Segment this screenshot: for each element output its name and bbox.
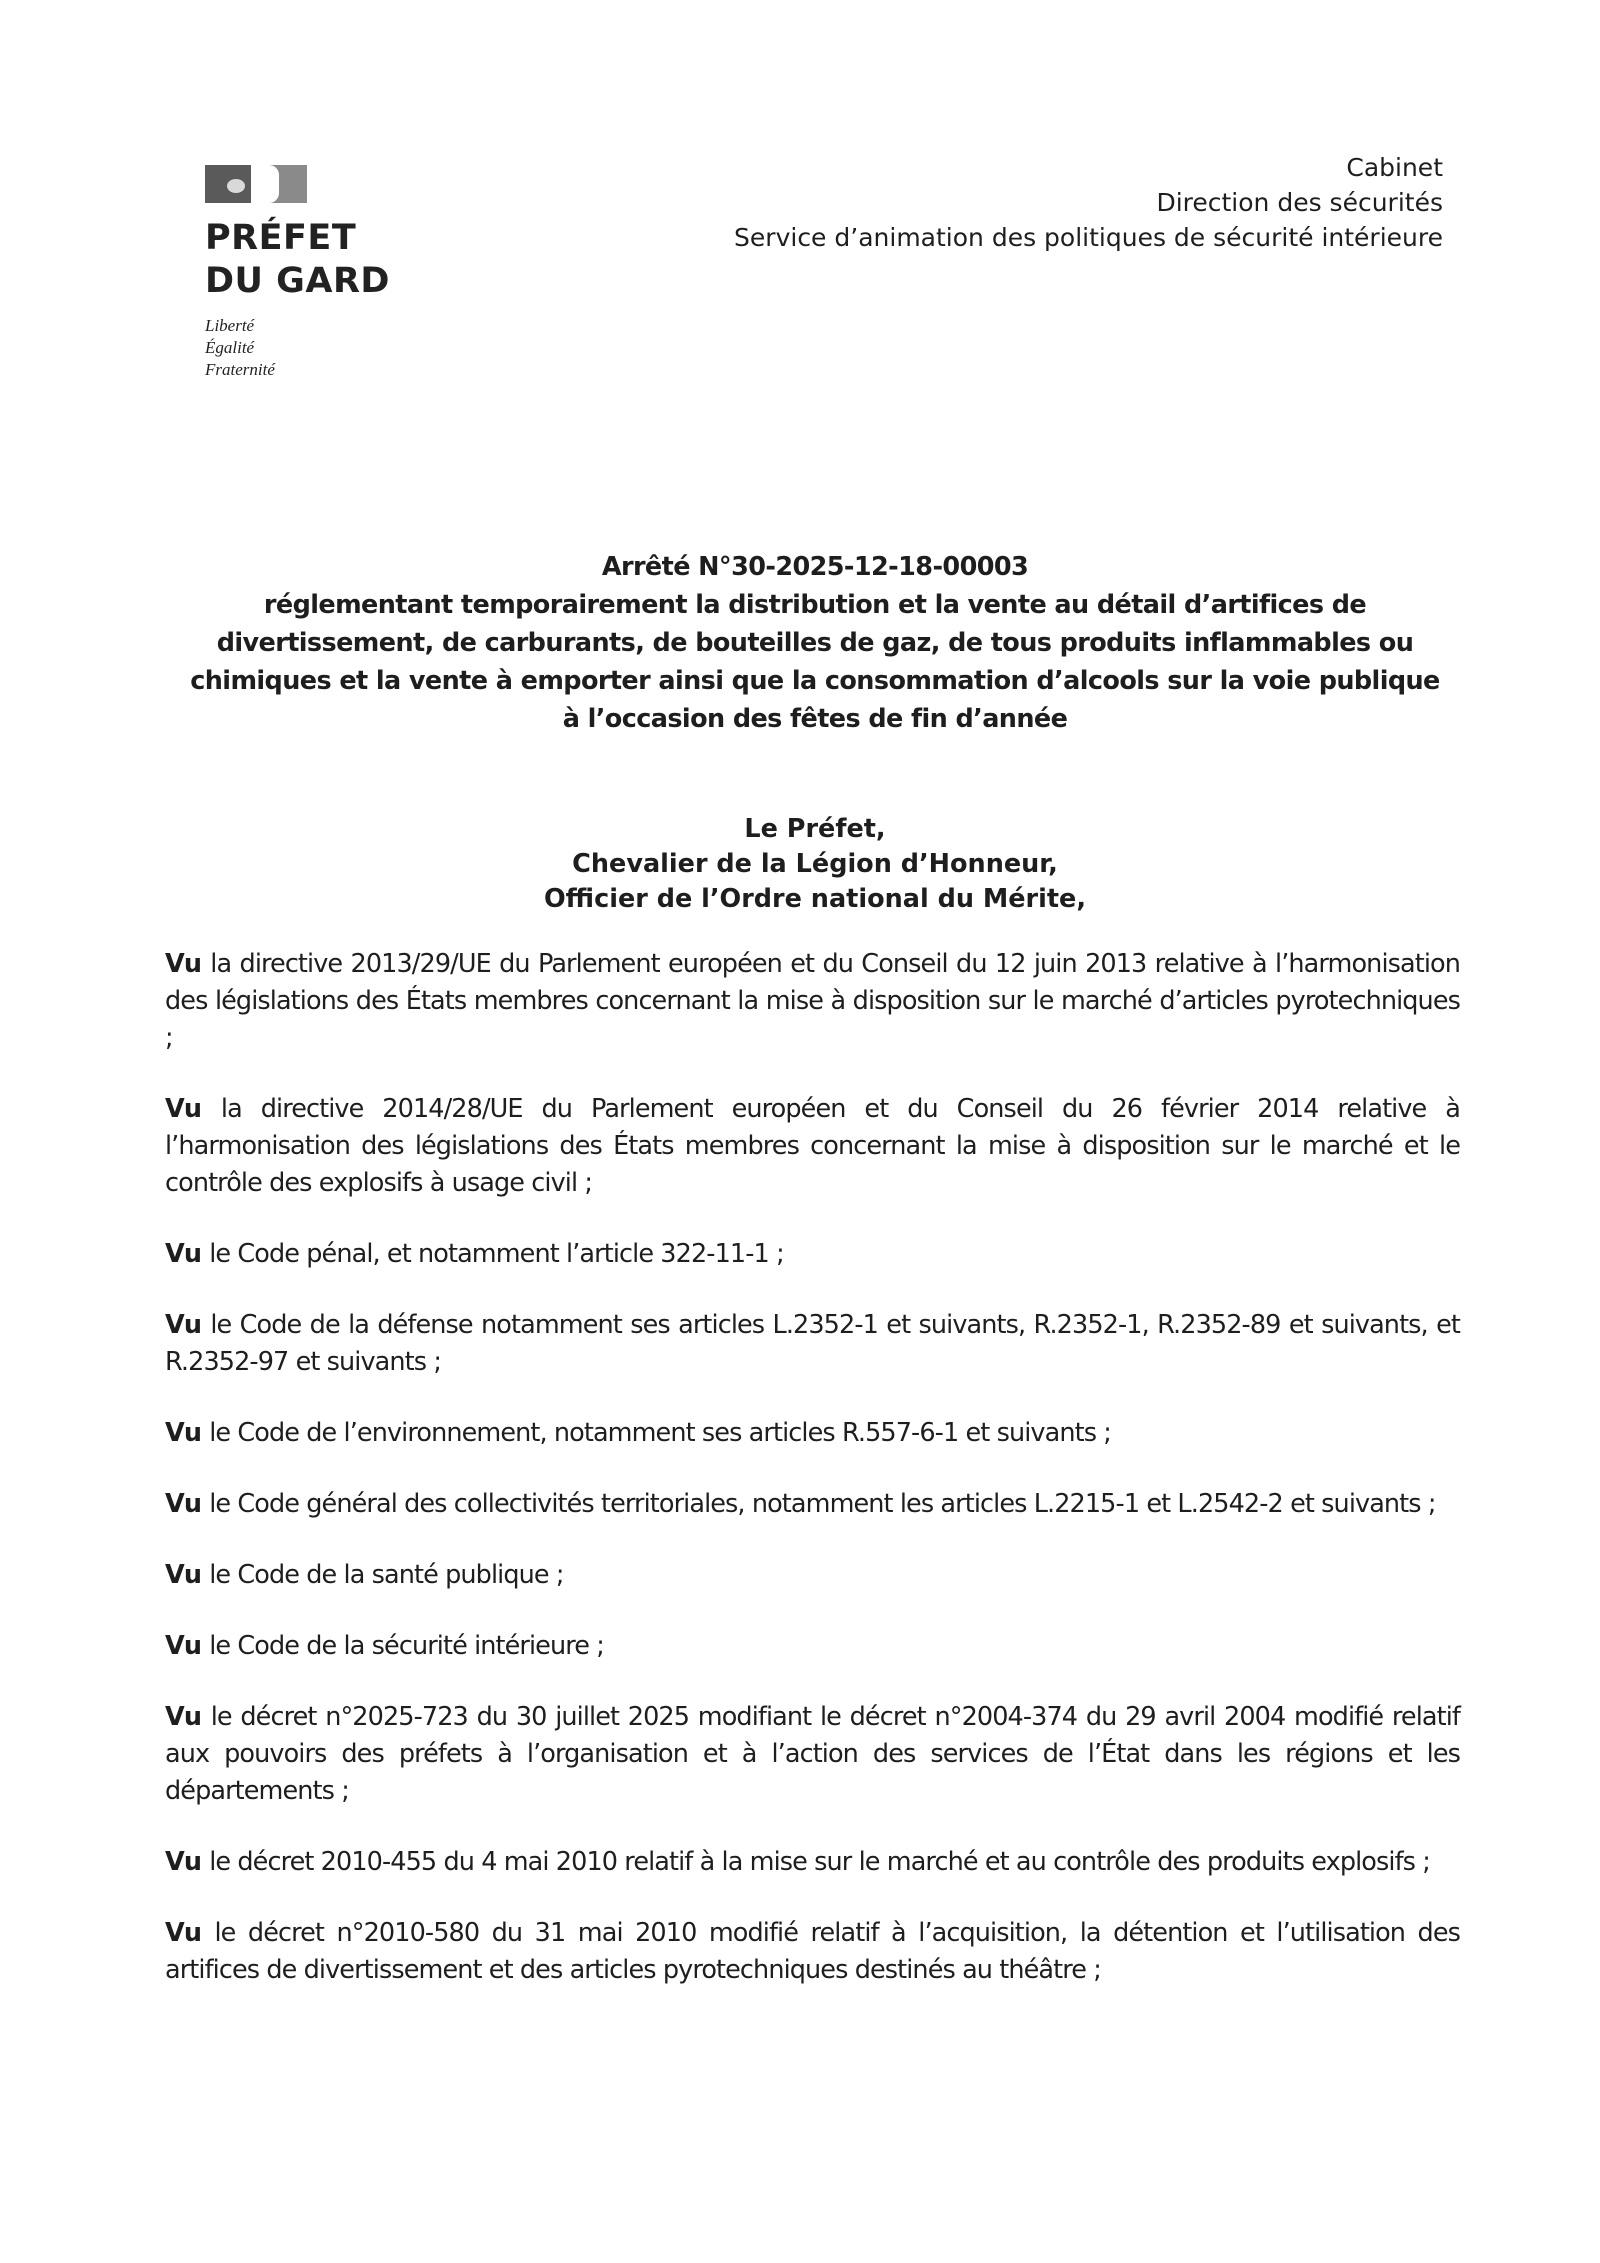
visa-text: le Code de l’environnement, notamment ses articles R.557-6-1 et suivants ;	[201, 1418, 1111, 1448]
service-line-cabinet: Cabinet	[1346, 153, 1443, 182]
visa-paragraph	[165, 1915, 1460, 1989]
republic-motto	[205, 315, 465, 381]
visa-paragraph	[165, 1486, 1460, 1523]
visa-paragraph	[165, 1091, 1460, 1202]
logo-title-line2: DU GARD	[205, 261, 390, 301]
service-line-service: Service d’animation des politiques de sécurité intérieure	[734, 223, 1443, 252]
visas-list	[165, 946, 1460, 2023]
visa-text: la directive 2013/29/UE du Parlement européen et du Conseil du 12 juin 2013 relative à l’harmonisation des législations des États membres concernant la mise à disposition sur le marché d’articles pyrotechniques ;	[165, 949, 1460, 1053]
visa-text: le décret n°2025-723 du 30 juillet 2025 modifiant le décret n°2004-374 du 29 avril 2004 modifié relatif aux pouvoirs des préfets à l’organisation et à l’action des services de l’État dans les régions et les départements ;	[165, 1702, 1460, 1806]
authority-honor-2: Officier de l’Ordre national du Mérite,	[543, 884, 1087, 914]
marianne-profile-block	[205, 165, 251, 203]
decree-subject-line: chimiques et la vente à emporter ainsi que la consommation d’alcools sur la voie publique	[190, 666, 1440, 696]
visa-text: le décret 2010-455 du 4 mai 2010 relatif à la mise sur le marché et au contrôle des produits explosifs ;	[201, 1847, 1430, 1877]
issuing-service	[734, 150, 1443, 255]
visa-text: le Code de la santé publique ;	[201, 1560, 564, 1590]
visa-paragraph	[165, 1236, 1460, 1273]
visa-keyword: Vu	[165, 1560, 202, 1590]
visa-text: le Code de la défense notamment ses articles L.2352-1 et suivants, R.2352-1, R.2352-89 et suivants, et R.2352-97 et suivants ;	[165, 1310, 1460, 1377]
visa-keyword: Vu	[165, 1239, 202, 1269]
visa-keyword: Vu	[165, 1094, 202, 1124]
decree-subject-line: à l’occasion des fêtes de fin d’année	[562, 704, 1068, 734]
service-line-direction: Direction des sécurités	[1156, 188, 1443, 217]
visa-paragraph	[165, 1307, 1460, 1381]
logo-title-line1: PRÉFET	[205, 218, 357, 258]
visa-keyword: Vu	[165, 1631, 202, 1661]
decree-subject-line: divertissement, de carburants, de bouteilles de gaz, de tous produits inflammables ou	[216, 628, 1414, 658]
visa-keyword: Vu	[165, 1702, 202, 1732]
marianne-logo-icon	[205, 165, 315, 205]
authority-honor-1: Chevalier de la Légion d’Honneur,	[572, 849, 1058, 879]
authority-title: Le Préfet,	[744, 814, 886, 844]
decree-title	[170, 548, 1460, 738]
decree-subject-line: réglementant temporairement la distribution et la vente au détail d’artifices de	[263, 590, 1367, 620]
prefecture-logo	[205, 165, 465, 381]
visa-keyword: Vu	[165, 1310, 202, 1340]
visa-paragraph	[165, 1628, 1460, 1665]
logo-title	[205, 217, 465, 303]
visa-keyword: Vu	[165, 1847, 202, 1877]
visa-text: le Code de la sécurité intérieure ;	[201, 1631, 604, 1661]
visa-text: le Code général des collectivités territoriales, notamment les articles L.2215-1 et L.2542-2 et suivants ;	[201, 1489, 1436, 1519]
decree-number: Arrêté N°30-2025-12-18-00003	[601, 552, 1029, 582]
visa-paragraph	[165, 1699, 1460, 1810]
visa-text: la directive 2014/28/UE du Parlement européen et du Conseil du 26 février 2014 relative à l’harmonisation des législations des États membres concernant la mise à disposition sur le marché et le contrôle des explosifs à usage civil ;	[165, 1094, 1460, 1198]
motto-liberte: Liberté	[205, 316, 255, 335]
visa-paragraph	[165, 1557, 1460, 1594]
visa-keyword: Vu	[165, 1918, 202, 1948]
visa-paragraph	[165, 1844, 1460, 1881]
visa-keyword: Vu	[165, 1489, 202, 1519]
visa-text: le Code pénal, et notamment l’article 322-11-1 ;	[201, 1239, 784, 1269]
visa-text: le décret n°2010-580 du 31 mai 2010 modifié relatif à l’acquisition, la détention et l’utilisation des artifices de divertissement et des articles pyrotechniques destinés au théâtre ;	[165, 1918, 1460, 1985]
authority-block	[170, 812, 1460, 917]
marianne-flag-block	[265, 165, 307, 203]
visa-keyword: Vu	[165, 1418, 202, 1448]
motto-egalite: Égalité	[205, 338, 255, 357]
visa-keyword: Vu	[165, 949, 202, 979]
motto-fraternite: Fraternité	[205, 360, 275, 379]
visa-paragraph	[165, 1415, 1460, 1452]
visa-paragraph	[165, 946, 1460, 1057]
